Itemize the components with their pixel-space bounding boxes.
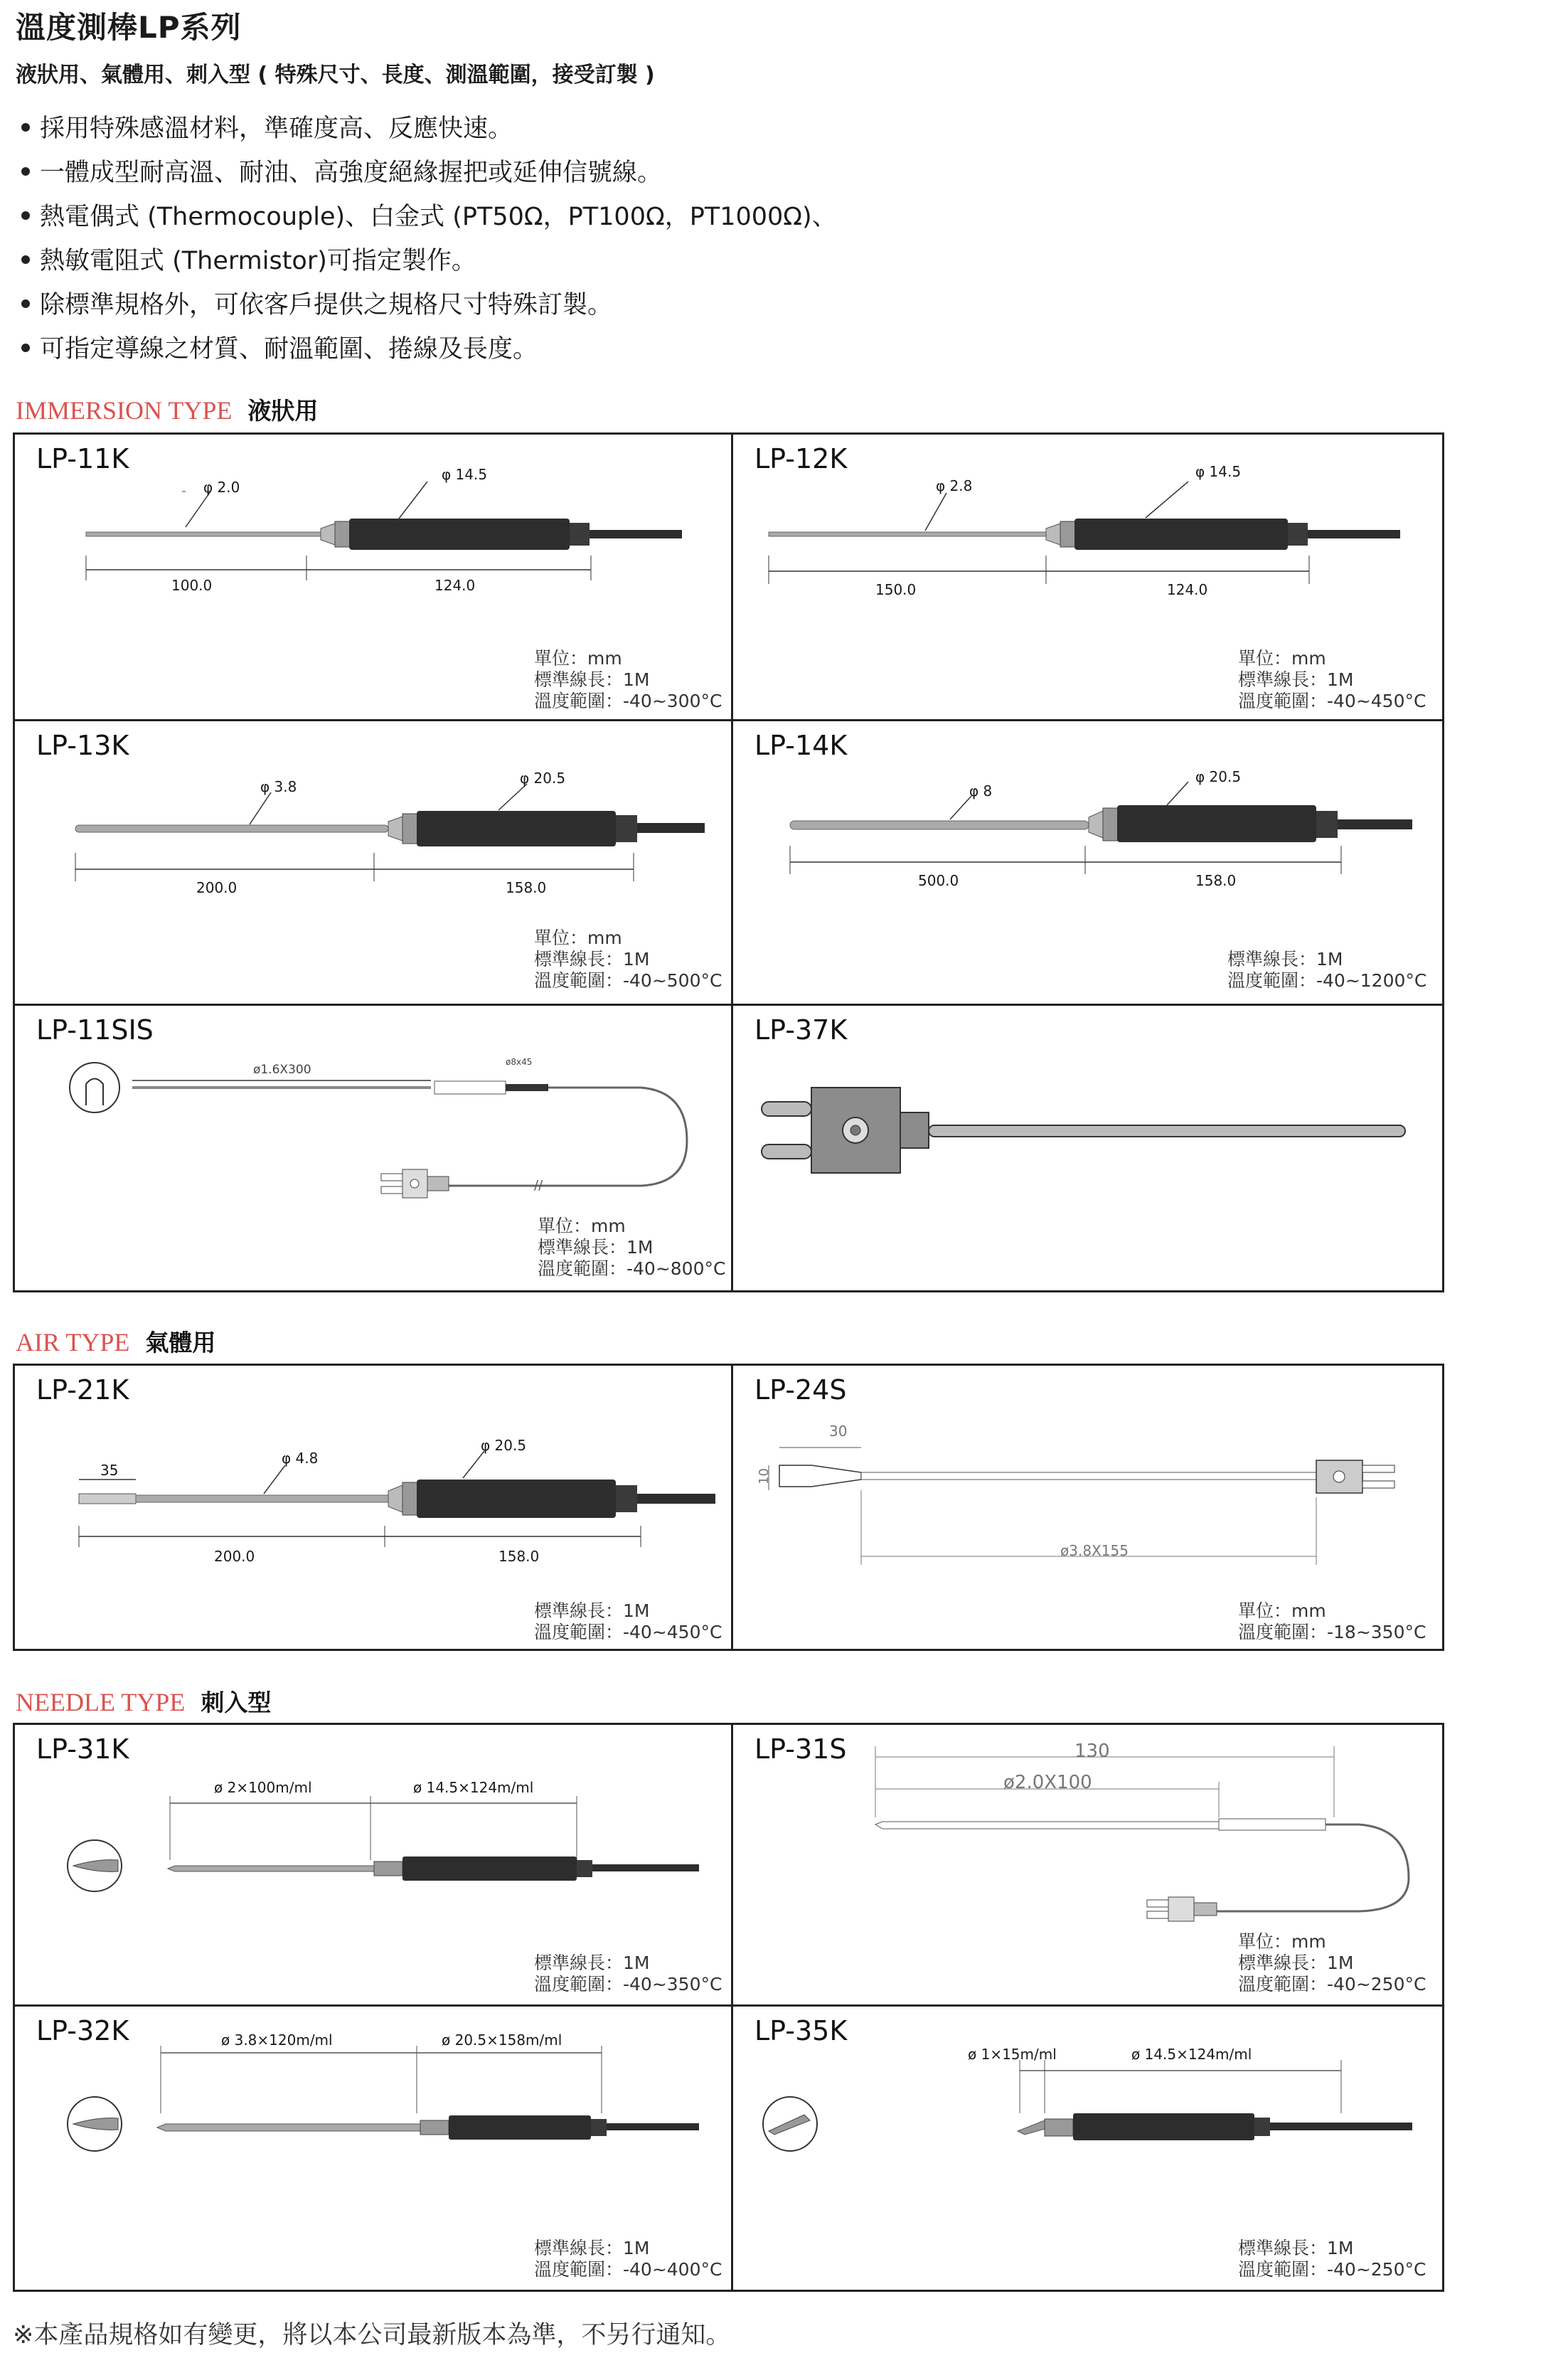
connector-icon [1316, 1460, 1394, 1493]
section-needle-heading: NEEDLE TYPE 刺入型 [16, 1688, 272, 1716]
length-label: 150.0 [875, 581, 917, 598]
length-label: 30 [829, 1423, 848, 1440]
tip-detail-icon [70, 1063, 119, 1112]
spec-block: 單位：mm 標準線長：1M 溫度範圍：-40~450°C [1238, 648, 1426, 711]
diameter-label: ø2.0X100 [1003, 1772, 1092, 1793]
spec-block: 標準線長：1M 溫度範圍：-40~350°C [534, 1953, 722, 1995]
probe-icon [86, 519, 682, 550]
model-name: LP-31K [36, 1733, 129, 1765]
tip-detail-icon [68, 1840, 122, 1891]
probe-drawing [733, 435, 1444, 648]
diameter-label: ø 2×100m/ml [214, 1779, 312, 1796]
spec-block: 標準線長：1M 溫度範圍：-40~450°C [534, 1600, 722, 1642]
feature-list [16, 107, 837, 371]
diameter-label: φ 3.8 [260, 778, 297, 795]
diameter-label: φ 20.5 [1195, 768, 1242, 785]
diameter-label: φ 2.0 [203, 479, 240, 496]
model-name: LP-12K [754, 443, 848, 474]
probe-icon [769, 519, 1400, 550]
length-label: 158.0 [506, 879, 547, 896]
diameter-label: ø 3.8×120m/ml [221, 2031, 333, 2049]
probe-drawing [733, 2007, 1444, 2220]
product-card-lp21k [15, 1366, 731, 1650]
product-card-lp11k [15, 435, 731, 719]
section-immersion-heading: IMMERSION TYPE 液狀用 [16, 396, 319, 425]
spec-block: 單位：mm 標準線長：1M 溫度範圍：-40~250°C [1238, 1931, 1426, 1995]
model-name: LP-11SIS [36, 1014, 154, 1046]
feature-item: 可指定導線之材質、耐溫範圍、捲線及長度。 [16, 327, 837, 371]
diameter-label: φ 20.5 [520, 770, 566, 787]
diameter-label: ø 14.5×124m/ml [413, 1779, 534, 1796]
feature-item: 熱敏電阻式 (Thermistor)可指定製作。 [16, 239, 837, 283]
length-label: 35 [100, 1462, 119, 1479]
spec-block: 單位：mm 標準線長：1M 溫度範圍：-40~800°C [538, 1216, 726, 1279]
product-card-lp37k [733, 1006, 1444, 1290]
product-card-lp14k [733, 721, 1444, 1004]
model-name: LP-21K [36, 1374, 129, 1406]
probe-drawing [15, 2007, 731, 2220]
feature-item: 採用特殊感溫材料，準確度高、反應快速。 [16, 107, 837, 151]
svg-text://: // [534, 1178, 543, 1193]
length-label: 124.0 [1167, 581, 1208, 598]
probe-drawing [15, 1006, 731, 1233]
probe-drawing [15, 435, 731, 648]
diameter-label: ø 1×15m/ml [968, 2046, 1057, 2063]
connector-icon [381, 1169, 449, 1198]
length-label: 158.0 [1195, 872, 1237, 889]
tip-detail-icon [763, 2097, 817, 2151]
probe-icon [790, 805, 1412, 842]
air-grid [13, 1364, 1444, 1651]
tip-detail-icon [68, 2097, 122, 2151]
probe-drawing [733, 1006, 1444, 1233]
spec-block: 標準線長：1M 溫度範圍：-40~400°C [534, 2238, 722, 2280]
model-name: LP-24S [754, 1374, 847, 1406]
probe-icon [79, 1480, 715, 1518]
diameter-label: φ 14.5 [442, 466, 488, 483]
section-air-heading: AIR TYPE 氣體用 [16, 1328, 216, 1356]
probe-drawing [733, 721, 1444, 935]
product-card-lp35k [733, 2007, 1444, 2291]
spec-block: 標準線長：1M 溫度範圍：-40~1200°C [1227, 949, 1427, 991]
diameter-label: φ 2.8 [936, 477, 973, 494]
immersion-grid [13, 432, 1444, 1292]
diameter-label: φ 8 [969, 782, 993, 800]
page-title: 溫度測棒LP系列 [16, 10, 242, 45]
diameter-label: φ 4.8 [282, 1450, 319, 1467]
product-card-lp31k [15, 1725, 731, 2004]
length-label: 158.0 [498, 1548, 540, 1565]
probe-drawing [15, 1725, 731, 1938]
product-card-lp32k [15, 2007, 731, 2291]
length-label: 130 [1074, 1741, 1110, 1762]
probe-drawing [15, 721, 731, 935]
diameter-label: ø8x45 [506, 1057, 533, 1067]
model-name: LP-14K [754, 730, 848, 761]
spec-block: 單位：mm 標準線長：1M 溫度範圍：-40~300°C [534, 648, 722, 711]
diameter-label: ø3.8X155 [1060, 1542, 1129, 1559]
diameter-label: φ 20.5 [481, 1437, 527, 1454]
probe-drawing [15, 1366, 731, 1579]
spec-block: 單位：mm 標準線長：1M 溫度範圍：-40~500°C [534, 928, 722, 991]
length-label: 500.0 [918, 872, 959, 889]
diameter-label: ø 14.5×124m/ml [1131, 2046, 1252, 2063]
connector-icon [1147, 1897, 1217, 1921]
probe-icon [157, 2115, 699, 2140]
length-label: 200.0 [196, 879, 238, 896]
diameter-label: ø 20.5×158m/ml [442, 2031, 562, 2049]
diameter-label: ø1.6X300 [253, 1063, 311, 1077]
probe-icon [168, 1857, 699, 1881]
needle-grid [13, 1723, 1444, 2292]
product-card-lp11sis [15, 1006, 731, 1290]
model-name: LP-11K [36, 443, 129, 474]
diameter-label: φ 14.5 [1195, 463, 1242, 480]
spec-block: 單位：mm 溫度範圍：-18~350°C [1238, 1600, 1426, 1642]
feature-item: 一體成型耐高溫、耐油、高強度絕緣握把或延伸信號線。 [16, 151, 837, 195]
model-name: LP-31S [754, 1733, 847, 1765]
product-card-lp13k [15, 721, 731, 1004]
footer-note: ※本產品規格如有變更，將以本公司最新版本為準，不另行通知。 [13, 2321, 731, 2349]
model-name: LP-13K [36, 730, 129, 761]
length-label: 124.0 [434, 577, 476, 594]
length-label: 100.0 [171, 577, 213, 594]
model-name: LP-37K [754, 1014, 848, 1046]
feature-item: 熱電偶式 (Thermocouple)、白金式 (PT50Ω，PT100Ω，PT1000Ω)、 [16, 195, 837, 239]
spec-block: 標準線長：1M 溫度範圍：-40~250°C [1238, 2238, 1426, 2280]
length-label: 10 [756, 1468, 772, 1484]
model-name: LP-32K [36, 2015, 129, 2046]
probe-icon [1018, 2113, 1412, 2140]
product-card-lp31s [733, 1725, 1444, 2004]
feature-item: 除標準規格外，可依客戶提供之規格尺寸特殊訂製。 [16, 283, 837, 327]
connector-icon [762, 1088, 929, 1173]
model-name: LP-35K [754, 2015, 848, 2046]
product-card-lp24s [733, 1366, 1444, 1650]
page-subtitle: 液狀用、氣體用、刺入型 ( 特殊尺寸、長度、測溫範圍，接受訂製 ) [16, 63, 655, 87]
length-label: 200.0 [214, 1548, 255, 1565]
probe-icon [75, 811, 705, 846]
product-card-lp12k [733, 435, 1444, 719]
